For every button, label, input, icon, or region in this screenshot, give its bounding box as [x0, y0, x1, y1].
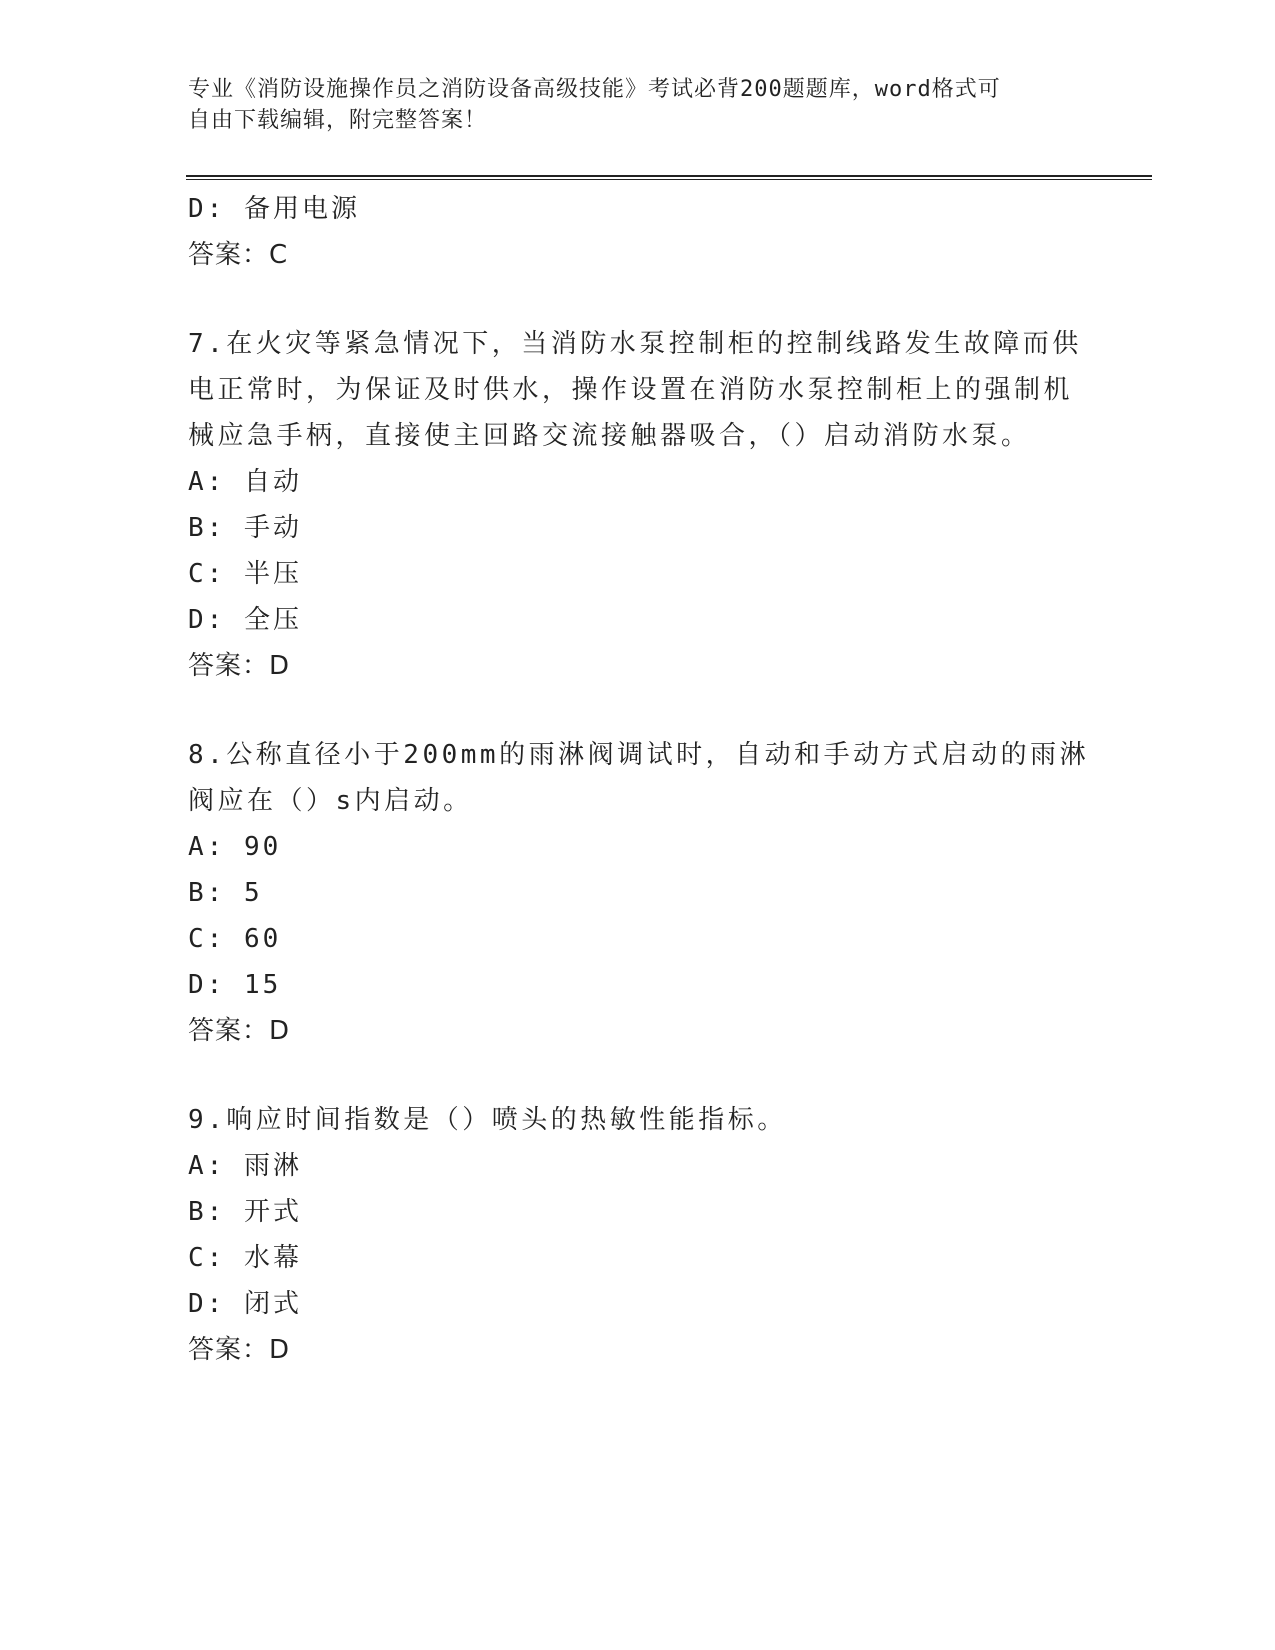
spacer [188, 278, 1088, 321]
answer-line: 答案：D [188, 651, 291, 681]
option-b: B: 开式 [188, 1197, 302, 1227]
spacer [188, 1054, 1088, 1097]
option-d: D: 备用电源 [188, 194, 360, 224]
option-b: B: 手动 [188, 513, 302, 543]
answer-line: 答案：D [188, 1016, 291, 1046]
question-9 [188, 1097, 1088, 1373]
option-d: D: 15 [188, 970, 282, 1000]
question-fragment [188, 186, 1088, 278]
question-text-line: 9.响应时间指数是（）喷头的热敏性能指标。 [188, 1105, 787, 1135]
option-c: C: 半压 [188, 559, 302, 589]
option-a: A: 自动 [188, 467, 302, 497]
option-c: C: 水幕 [188, 1243, 302, 1273]
option-a: A: 90 [188, 832, 282, 862]
option-d: D: 全压 [188, 605, 302, 635]
option-c: C: 60 [188, 924, 282, 954]
question-text-line: 阀应在（）s内启动。 [188, 786, 473, 816]
spacer [188, 689, 1088, 732]
question-text-line: 7.在火灾等紧急情况下，当消防水泵控制柜的控制线路发生故障而供 [188, 329, 1082, 359]
question-7 [188, 321, 1088, 689]
header-line-2: 自由下载编辑，附完整答案！ [188, 108, 488, 133]
question-8 [188, 732, 1088, 1054]
option-b: B: 5 [188, 878, 263, 908]
option-d: D: 闭式 [188, 1289, 302, 1319]
question-text-line: 电正常时，为保证及时供水，操作设置在消防水泵控制柜上的强制机 [188, 375, 1074, 405]
answer-line: 答案：C [188, 240, 289, 270]
header-divider [186, 175, 1152, 180]
page-header [188, 74, 1068, 136]
answer-line: 答案：D [188, 1335, 291, 1365]
option-a: A: 雨淋 [188, 1151, 302, 1181]
question-text-line: 械应急手柄，直接使主回路交流接触器吸合，（）启动消防水泵。 [188, 421, 1031, 451]
header-line-1: 专业《消防设施操作员之消防设备高级技能》考试必背200题题库，word格式可 [188, 77, 1001, 102]
document-body [188, 186, 1088, 1373]
question-text-line: 8.公称直径小于200mm的雨淋阀调试时，自动和手动方式启动的雨淋 [188, 740, 1090, 770]
